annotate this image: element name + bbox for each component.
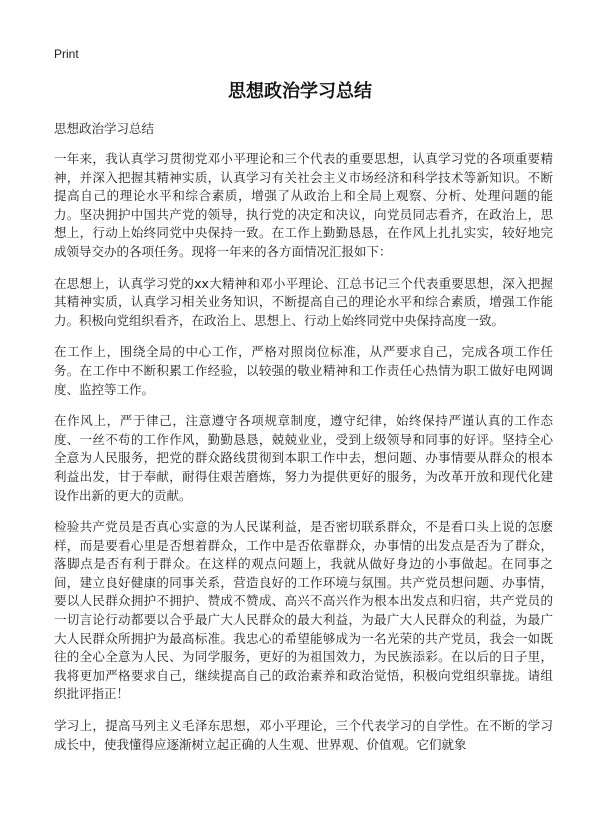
document-subtitle: 思想政治学习总结: [54, 121, 155, 136]
document-body: [54, 150, 553, 767]
page-title: 思想政治学习总结: [228, 81, 372, 102]
print-link[interactable]: Print: [54, 47, 79, 61]
paragraph-style: 在作风上，严于律己，注意遵守各项规章制度，遵守纪律，始终保持严谨认真的工作态度、一丝不苟的工作作风，勤勤恳恳，兢兢业业，受到上级领导和同事的好评。坚持全心全意为人民服务，把党的群众路线贯彻到本职工作中去，想问题、办事情要从群众的根本利益出发，甘于奉献，耐得住艰苦磨炼，努力为提供更好的服务，为改革开放和现代化建设作出新的更大的贡献。: [54, 413, 553, 503]
paragraph-intro: 一年来，我认真学习贯彻党邓小平理论和三个代表的重要思想，认真学习党的各项重要精神，并深入把握其精神实质，认真学习有关社会主义市场经济和科学技术等新知识。不断提高自己的理论水平和综合素质，增强了从政治上和全局上观察、分析、处理问题的能力。坚决拥护中国共产党的领导，执行党的决定和决议，向党员同志看齐，在政治上，思想上，行动上始终同党中央保持一致。在工作上勤勤恳恳，在作风上扎扎实实，较好地完成领导交办的各项任务。现将一年来的各方面情况汇报如下：: [54, 151, 553, 259]
paragraph-inspection: 检验共产党员是否真心实意的为人民谋利益，是否密切联系群众，不是看口头上说的怎麽样，而是要看心里是否想着群众，工作中是否依靠群众，办事情的出发点是否为了群众，落脚点是否有利于群众。在这样的观点问题上，我就从做好身边的小事做起。在同事之间，建立良好健康的同事关系，营造良好的工作环境与氛围。共产党员想问题、办事情，要以人民群众拥护不拥护、赞成不赞成、高兴不高兴作为根本出发点和归宿，共产党员的一切言论行动都要以合乎最广大人民群众的最大利益，为最广大人民群众的利益，为最广大人民群众所拥护为最高标准。我忠心的希望能够成为一名光荣的共产党员，我会一如既往的全心全意为人民、为同学服务，更好的为祖国效力，为民族添彩。在以后的日子里，我将更加严格要求自己，继续提高自己的政治素养和政治觉悟，积极向党组织靠拢。请组织批评指正！: [54, 519, 553, 702]
paragraph-study: 学习上，提高马列主义毛泽东思想，邓小平理论，三个代表学习的自学性。在不断的学习成长中，使我懂得应逐渐树立起正确的人生观、世界观、价值观。它们就象: [54, 718, 553, 752]
paragraph-thought: 在思想上，认真学习党的xx大精神和邓小平理论、江总书记三个代表重要思想，深入把握其精神实质，认真学习相关业务知识，不断提高自己的理论水平和综合素质，增强工作能力。积极向党组织看齐，在政治上、思想上、行动上始终同党中央保持高度一致。: [54, 275, 553, 328]
paragraph-work: 在工作上，围绕全局的中心工作，严格对照岗位标准，从严要求自己，完成各项工作任务。在工作中不断积累工作经验，以较强的敬业精神和工作责任心热情为职工做好电网调度、监控等工作。: [54, 344, 553, 397]
